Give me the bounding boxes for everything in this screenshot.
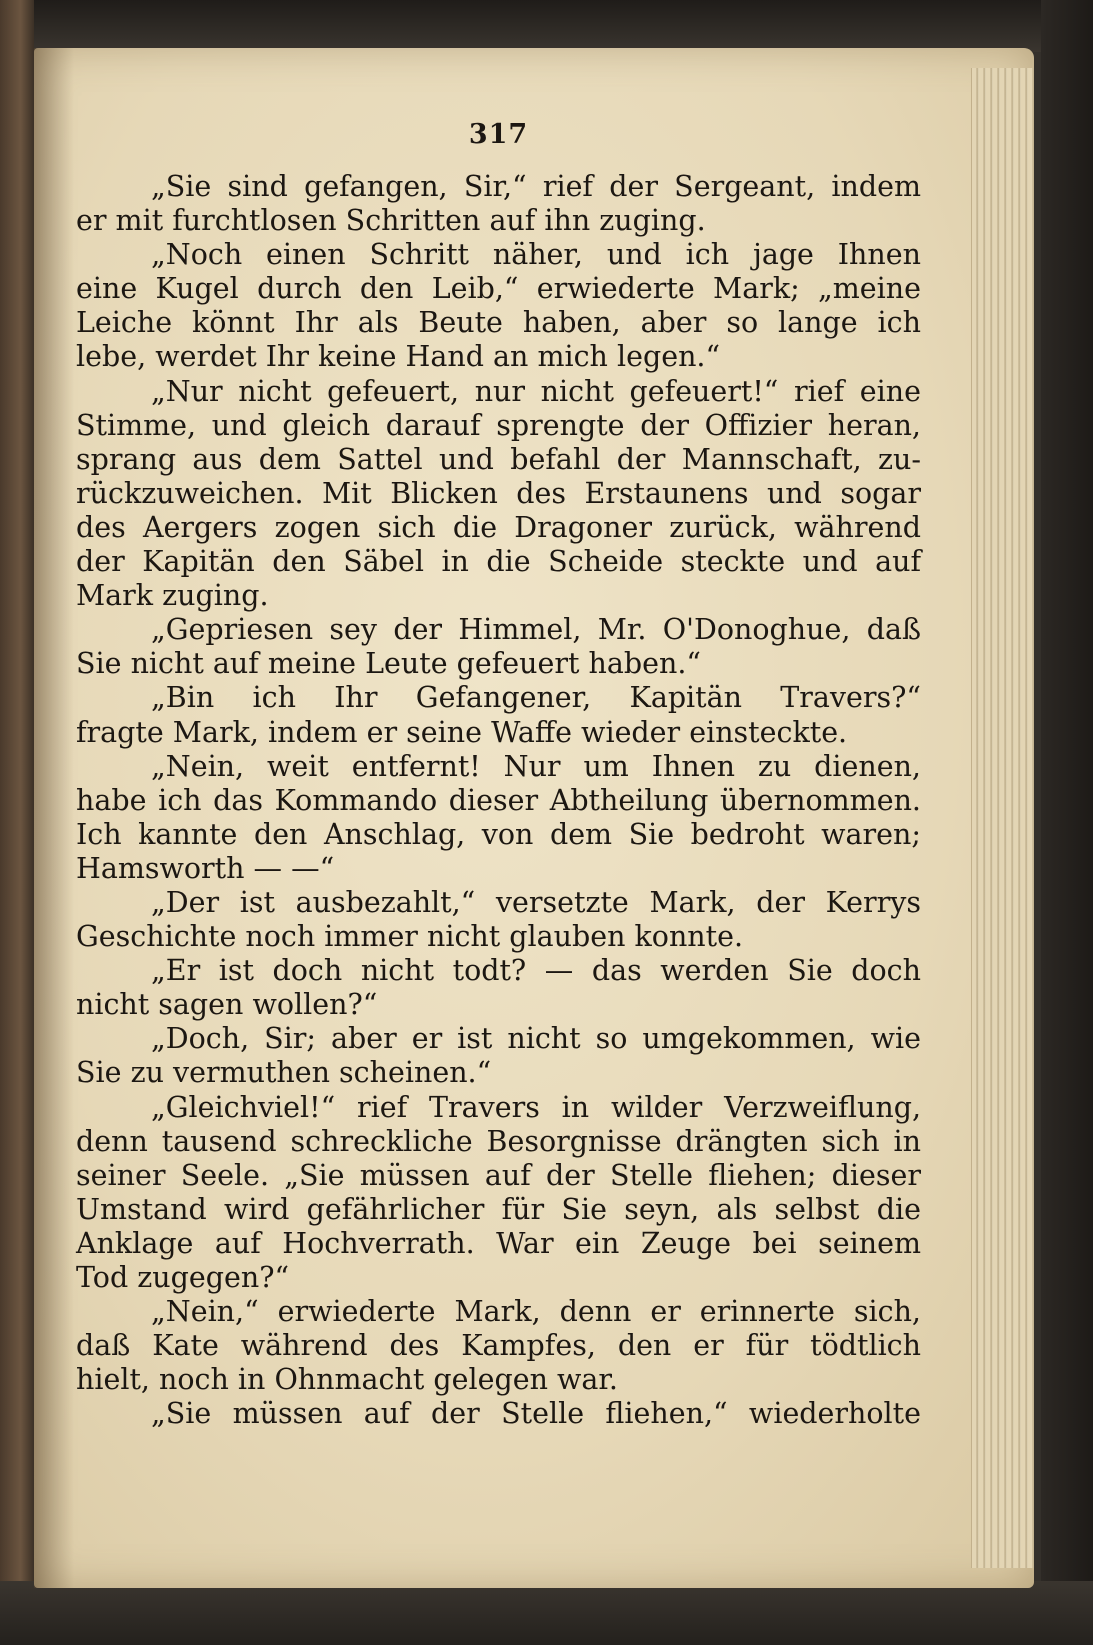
text-line: er mit furchtlosen Schritten auf ihn zuging. [76, 204, 706, 238]
text-line: denn tausend schreckliche Besorgnisse drängten sich in [76, 1124, 921, 1158]
book-cover-bottom [0, 1581, 1093, 1645]
text-line: eine Kugel durch den Leib,“ erwiederte Mark; „meine [76, 272, 921, 306]
text-line: Sie zu vermuthen scheinen.“ [76, 1056, 492, 1090]
text-line: Leiche könnt Ihr als Beute haben, aber so lange ich [76, 306, 921, 340]
text-line: Sie nicht auf meine Leute gefeuert haben.“ [76, 647, 701, 681]
page-gutter-shadow [34, 48, 74, 1588]
text-line: rückzuweichen. Mit Blicken des Erstaunens und sogar [76, 476, 921, 510]
text-line: Hamsworth — —“ [76, 851, 335, 885]
text-line: sprang aus dem Sattel und befahl der Mannschaft, zu- [76, 442, 921, 476]
page-edges [971, 68, 1034, 1568]
page-number: 317 [468, 119, 529, 150]
text-line: fragte Mark, indem er seine Waffe wieder einsteckte. [76, 715, 848, 749]
text-line: „Nein, weit entfernt! Nur um Ihnen zu dienen, [151, 749, 921, 783]
text-line: „Sie sind gefangen, Sir,“ rief der Sergeant, indem [151, 170, 921, 203]
text-line: „Er ist doch nicht todt? — das werden Sie doch [151, 954, 921, 988]
text-line: „Sie müssen auf der Stelle fliehen,“ wiederholte [151, 1397, 921, 1431]
text-lines [76, 170, 921, 1431]
text-line: Mark zuging. [76, 579, 269, 613]
text-line: „Gepriesen sey der Himmel, Mr. O'Donoghue, daß [151, 613, 921, 647]
text-line: Geschichte noch immer nicht glauben konnte. [76, 920, 744, 954]
book-cover-top [0, 0, 1093, 52]
text-line: habe ich das Kommando dieser Abtheilung übernommen. [76, 783, 921, 817]
book-cover-right [1041, 0, 1093, 1645]
page-text-block [76, 118, 921, 1431]
text-line: Umstand wird gefährlicher für Sie seyn, als selbst die [76, 1192, 921, 1226]
text-line: der Kapitän den Säbel in die Scheide steckte und auf [76, 545, 921, 579]
book-page [34, 48, 1034, 1588]
text-line: „Nein,“ erwiederte Mark, denn er erinnerte sich, [151, 1295, 921, 1329]
text-line: „Doch, Sir; aber er ist nicht so umgekommen, wie [151, 1022, 921, 1056]
text-line: seiner Seele. „Sie müssen auf der Stelle fliehen; dieser [76, 1158, 921, 1192]
text-line: hielt, noch in Ohnmacht gelegen war. [76, 1363, 618, 1397]
text-line: Anklage auf Hochverrath. War ein Zeuge bei seinem [76, 1226, 921, 1260]
text-line: Stimme, und gleich darauf sprengte der Offizier heran, [76, 408, 921, 442]
text-line: „Noch einen Schritt näher, und ich jage Ihnen [151, 238, 921, 272]
text-line: lebe, werdet Ihr keine Hand an mich legen.“ [76, 340, 721, 374]
text-line: „Nur nicht gefeuert, nur nicht gefeuert!“ rief eine [151, 374, 921, 408]
text-line: daß Kate während des Kampfes, den er für tödtlich [76, 1329, 921, 1363]
text-line: des Aergers zogen sich die Dragoner zurück, während [76, 510, 921, 544]
text-line: nicht sagen wollen?“ [76, 988, 378, 1022]
text-line: „Bin ich Ihr Gefangener, Kapitän Travers?“ [151, 681, 921, 715]
text-line: Tod zugegen?“ [76, 1261, 290, 1294]
text-line: „Gleichviel!“ rief Travers in wilder Verzweiflung, [151, 1090, 921, 1124]
text-line: Ich kannte den Anschlag, von dem Sie bedroht waren; [76, 817, 921, 851]
text-line: „Der ist ausbezahlt,“ versetzte Mark, der Kerrys [151, 885, 921, 919]
book-spine [0, 0, 34, 1645]
